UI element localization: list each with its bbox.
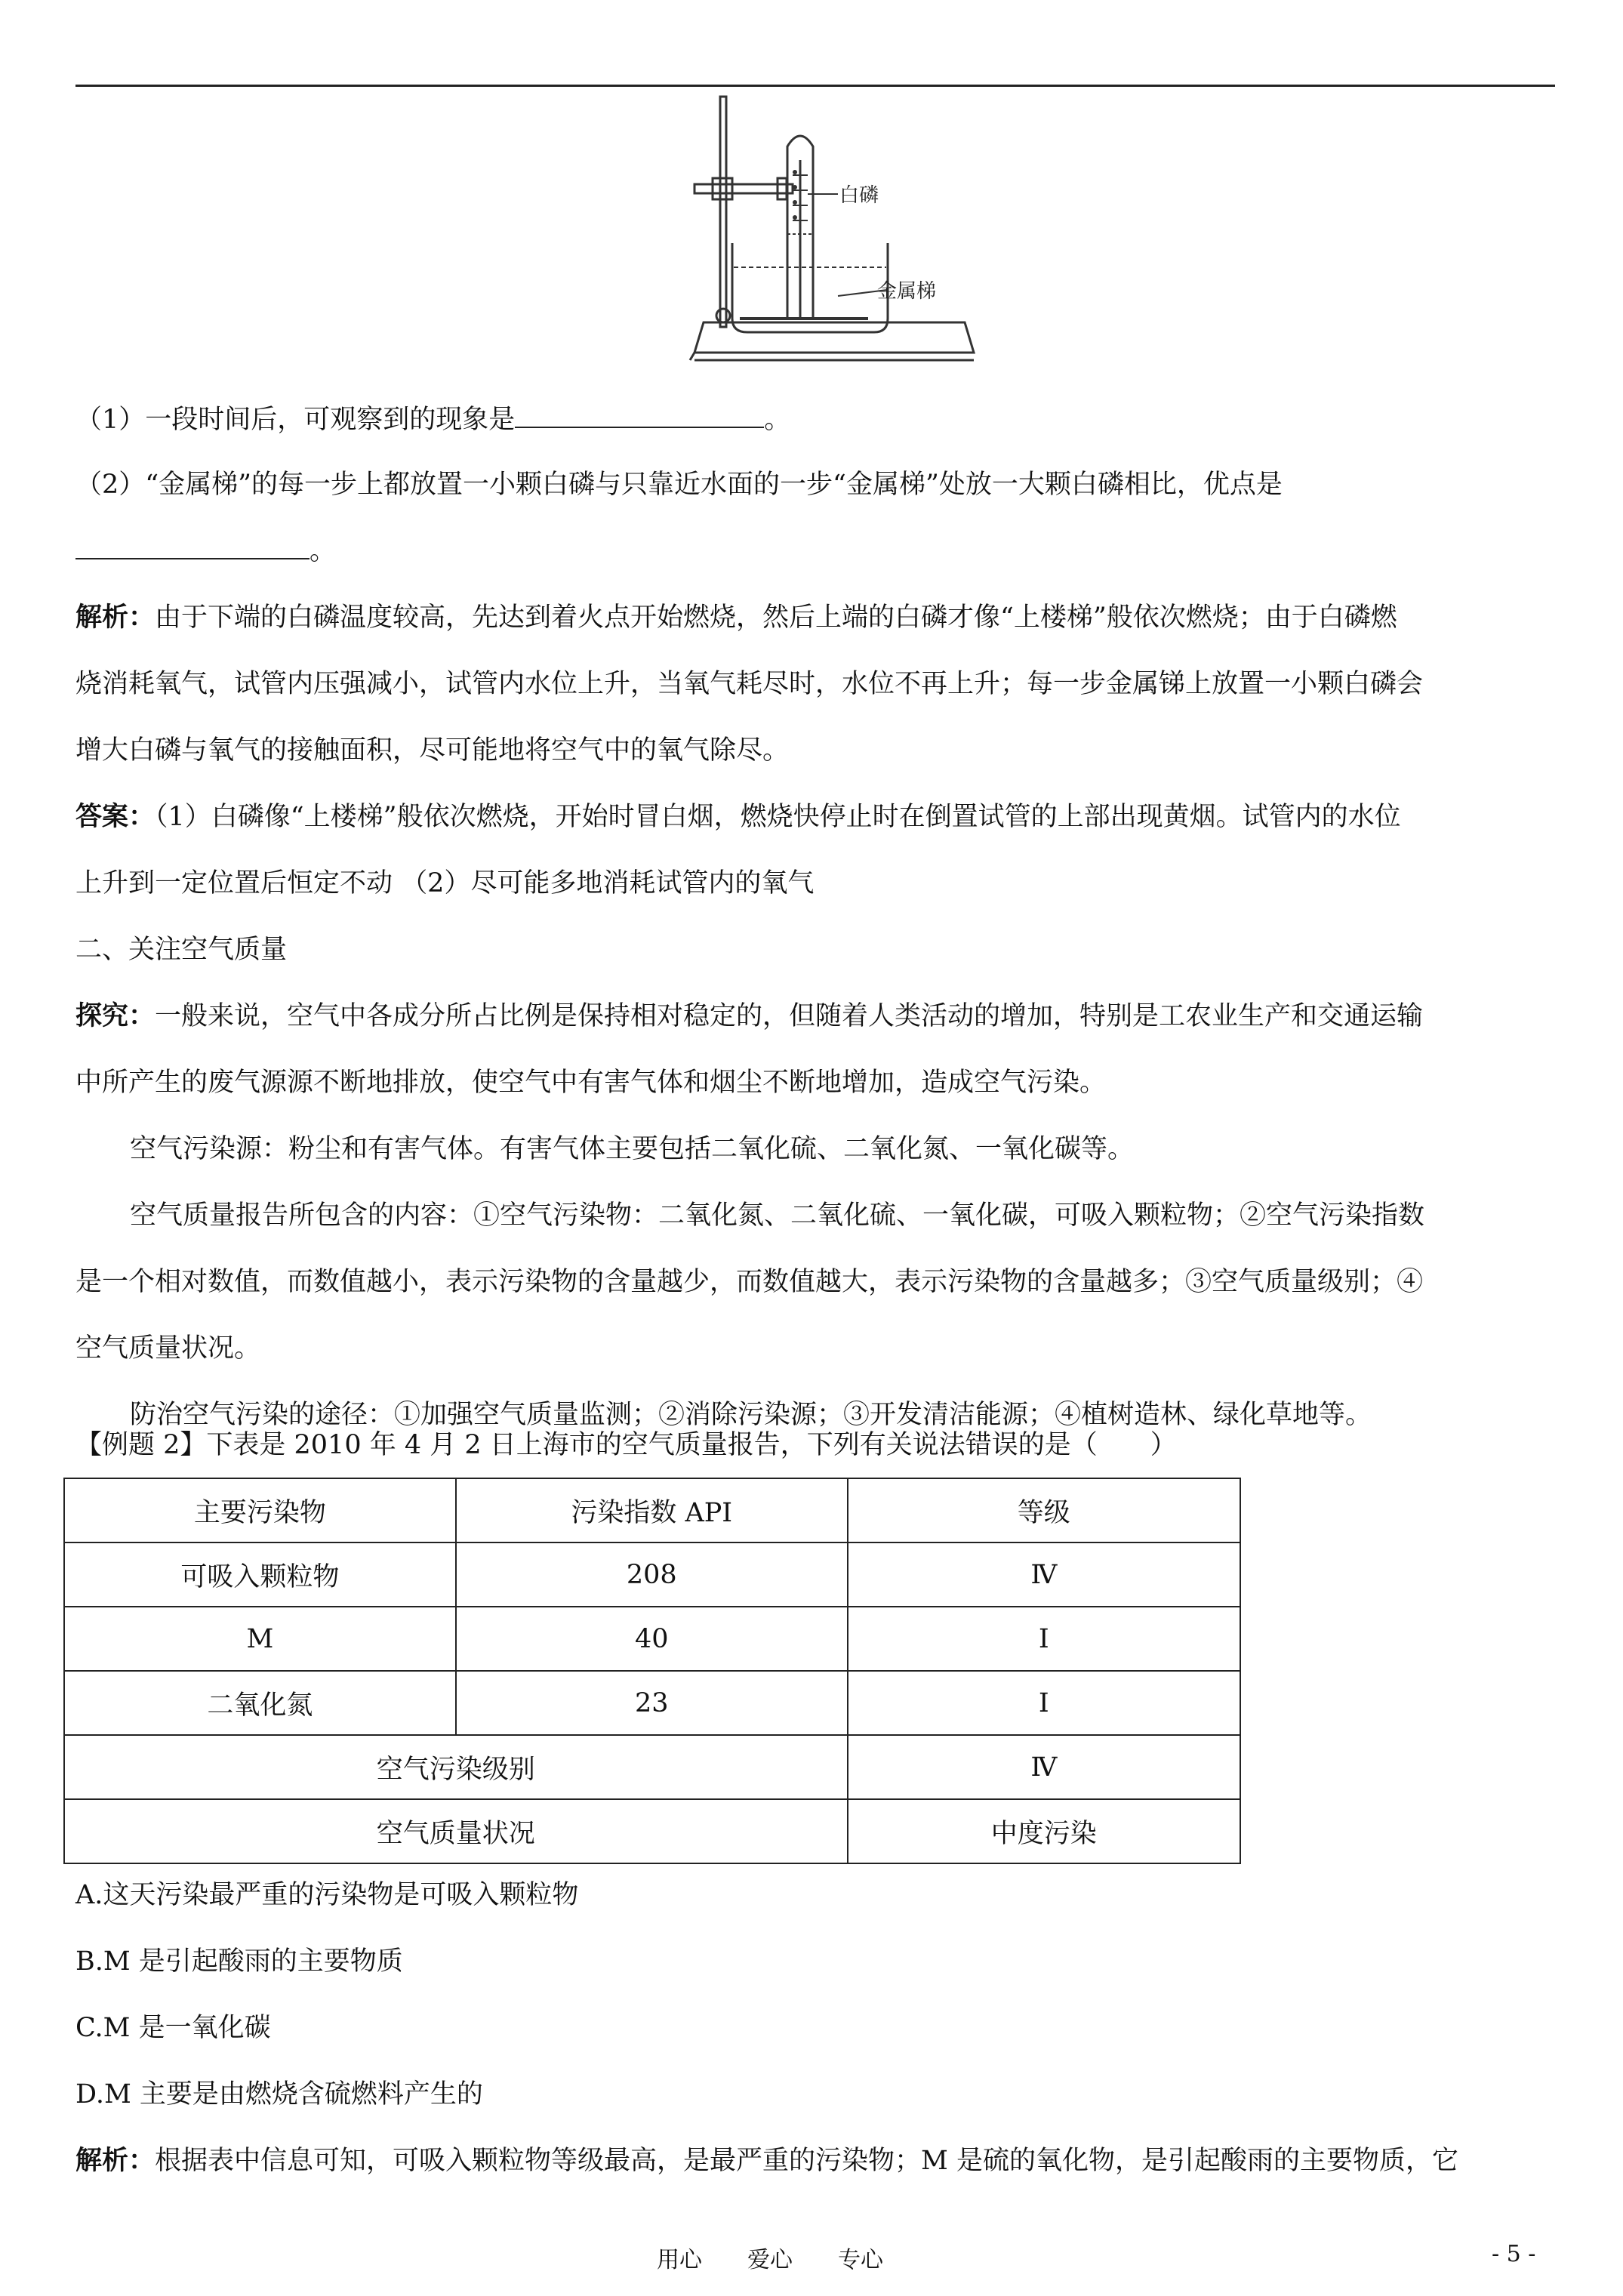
question-2-tail: 。	[310, 536, 337, 566]
explore-label: 探究：	[75, 1000, 156, 1031]
analysis-2	[75, 2128, 1555, 2194]
analysis-1-line-2: 烧消耗氧气，试管内压强减小，试管内水位上升，当氧气耗尽时，水位不再上升；每一步金属锑上放置一小颗白磷会	[75, 669, 1424, 699]
answer-1-line-1	[75, 784, 1555, 850]
pollution-sources: 空气污染源：粉尘和有害气体。有害气体主要包括二氧化硫、二氧化氮、一氧化碳等。	[130, 1134, 1135, 1164]
question-2	[75, 451, 1555, 518]
example-2-stem: 【例题 2】下表是 2010 年 4 月 2 日上海市的空气质量报告，下列有关说法错误的是（ ）	[75, 1430, 1177, 1460]
table-header-row	[64, 1478, 1240, 1542]
header-cell: 主要污染物	[64, 1478, 456, 1542]
level-value-cell: Ⅳ	[848, 1735, 1240, 1799]
pollutant-cell: 可吸入颗粒物	[64, 1542, 456, 1607]
answer-blank-1[interactable]	[515, 402, 764, 428]
explore-line-2: 中所产生的废气源源不断地排放，使空气中有害气体和烟尘不断地增加，造成空气污染。	[75, 1068, 1107, 1098]
grade-cell: I	[848, 1607, 1240, 1671]
grade-cell: I	[848, 1671, 1240, 1735]
page-number: - 5 -	[1492, 2241, 1536, 2267]
air-quality-table	[63, 1478, 1241, 1864]
grade-cell: Ⅳ	[848, 1542, 1240, 1607]
table-row	[64, 1607, 1240, 1671]
question-1-tail: 。	[764, 405, 791, 435]
report-line-2: 是一个相对数值，而数值越小，表示污染物的含量越少，而数值越大，表示污染物的含量越多；③空气质量级别；④	[75, 1267, 1424, 1297]
option-a: A.这天污染最严重的污染物是可吸入颗粒物	[75, 1880, 579, 1910]
footer-motto: 用心 爱心 专心	[657, 2247, 883, 2273]
analysis-2-text: 根据表中信息可知，可吸入颗粒物等级最高，是最严重的污染物；M 是硫的氧化物，是引起酸雨的主要物质，它	[155, 2146, 1458, 2176]
explore-line-1	[75, 983, 1555, 1049]
label-metal-ladder: 金属梯	[877, 280, 937, 303]
table-row	[64, 1671, 1240, 1735]
option-d: D.M 主要是由燃烧含硫燃料产生的	[75, 2079, 483, 2110]
header-cell: 等级	[848, 1478, 1240, 1542]
question-2-text: （2）“金属梯”的每一步上都放置一小颗白磷与只靠近水面的一步“金属梯”处放一大颗白磷相比，优点是	[75, 470, 1283, 500]
report-line-1: 空气质量报告所包含的内容：①空气污染物：二氧化氮、二氧化硫、一氧化碳，可吸入颗粒物；②空气污染指数	[130, 1200, 1425, 1231]
question-1	[75, 387, 1555, 453]
analysis-1-label: 解析：	[75, 602, 156, 633]
status-value-cell: 中度污染	[848, 1799, 1240, 1863]
prevention: 防治空气污染的途径：①加强空气质量监测；②消除污染源；③开发清洁能源；④植树造林、绿化草地等。	[130, 1400, 1372, 1430]
answer-1-text-1: （1）白磷像“上楼梯”般依次燃烧，开始时冒白烟，燃烧快停止时在倒置试管的上部出现黄烟。试管内的水位	[155, 802, 1401, 832]
status-label-cell: 空气质量状况	[64, 1799, 848, 1863]
section-2-title: 二、关注空气质量	[75, 935, 288, 965]
explore-text-1: 一般来说，空气中各成分所占比例是保持相对稳定的，但随着人类活动的增加，特别是工农业生产和交通运输	[155, 1001, 1424, 1031]
option-b: B.M 是引起酸雨的主要物质	[75, 1946, 403, 1977]
analysis-2-label: 解析：	[75, 2145, 156, 2176]
report-line-3: 空气质量状况。	[75, 1333, 261, 1364]
table-row-level	[64, 1735, 1240, 1799]
header-cell: 污染指数 API	[456, 1478, 848, 1542]
api-cell: 40	[456, 1607, 848, 1671]
api-cell: 208	[456, 1542, 848, 1607]
question-2-blank-line	[75, 518, 1555, 584]
answer-1-label: 答案：	[75, 801, 156, 832]
analysis-1-line-1	[75, 584, 1555, 651]
table-row	[64, 1542, 1240, 1607]
answer-1-line-2: 上升到一定位置后恒定不动 （2）尽可能多地消耗试管内的氧气	[75, 868, 815, 898]
option-c: C.M 是一氧化碳	[75, 2013, 271, 2043]
api-cell: 23	[456, 1671, 848, 1735]
apparatus-figure	[679, 92, 1004, 379]
question-1-text: （1）一段时间后，可观察到的现象是	[75, 405, 516, 435]
level-label-cell: 空气污染级别	[64, 1735, 848, 1799]
label-white-phosphorus: 白磷	[839, 184, 879, 207]
table-row-status	[64, 1799, 1240, 1863]
analysis-1-text-1: 由于下端的白磷温度较高，先达到着火点开始燃烧，然后上端的白磷才像“上楼梯”般依次燃烧；由于白磷燃	[155, 603, 1397, 633]
answer-blank-2[interactable]	[75, 534, 310, 559]
pollutant-cell: 二氧化氮	[64, 1671, 456, 1735]
header-rule	[75, 85, 1555, 87]
pollutant-cell: M	[64, 1607, 456, 1671]
analysis-1-line-3: 增大白磷与氧气的接触面积，尽可能地将空气中的氧气除尽。	[75, 735, 790, 766]
